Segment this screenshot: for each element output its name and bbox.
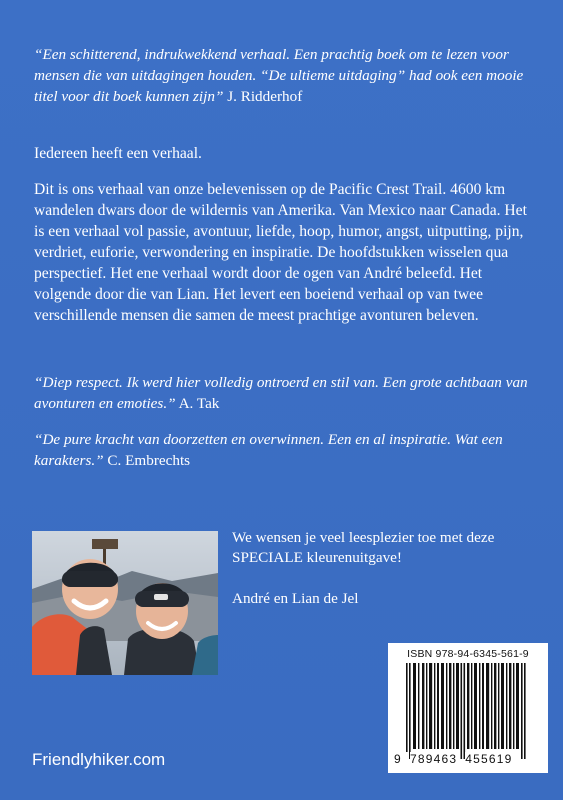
review-quote-author: C. Embrechts [107, 452, 191, 469]
website-link[interactable]: Friendlyhiker.com [32, 750, 166, 769]
barcode-bars [398, 663, 538, 759]
review-quote-author: J. Ridderhof [227, 88, 303, 105]
isbn-digit-first: 9 [394, 752, 408, 766]
review-quote-text: “Een schitterend, indrukwekkend verhaal. Een prachtig boek om te lezen voor mensen die van uitdagingen houden. “De ultieme uitdaging” had ook een mooie titel voor dit boek kunnen zijn” [34, 46, 524, 105]
intro-line: Iedereen heeft een verhaal. [34, 145, 202, 162]
review-quote-text: “De pure kracht van doorzetten en overwinnen. Een en al inspiratie. Wat een karakters.” [34, 431, 503, 469]
review-quote-author: A. Tak [178, 395, 220, 412]
isbn-digits-left: 789463 [410, 752, 458, 766]
review-quote-ridderhof [34, 44, 544, 107]
author-photo [32, 531, 218, 675]
review-quote-embrechts [34, 429, 534, 471]
isbn-label: ISBN 978-94-6345-561-9 [407, 648, 529, 660]
isbn-digits-right: 455619 [465, 752, 513, 766]
isbn-barcode [388, 643, 548, 773]
isbn-digits [394, 752, 542, 766]
review-quote-tak [34, 372, 534, 414]
synopsis [34, 179, 539, 326]
author-signature: André en Lian de Jel [232, 590, 359, 607]
closing-wish: We wensen je veel leesplezier toe met deze SPECIALE kleurenuitgave! [232, 529, 495, 566]
review-quote-text: “Diep respect. Ik werd hier volledig ontroerd en stil van. Een grote achtbaan van avonturen en emoties.” [34, 374, 528, 412]
synopsis-text: Dit is ons verhaal van onze belevenissen op de Pacific Crest Trail. 4600 km wandelen dwars door de wildernis van Amerika. Van Mexico naar Canada. Het is een verhaal vol passie, avontuur, liefde, hoop, humor, angst, uitputting, pijn, verdriet, euforie, verwondering en inspiratie. De hoofdstukken wisselen qua perspectief. Het ene verhaal wordt door de ogen van André beleefd. Het volgende door die van Lian. Het levert een boeiend verhaal op van twee verschillende mensen die samen de meest prachtige avonturen beleven. [34, 181, 527, 324]
